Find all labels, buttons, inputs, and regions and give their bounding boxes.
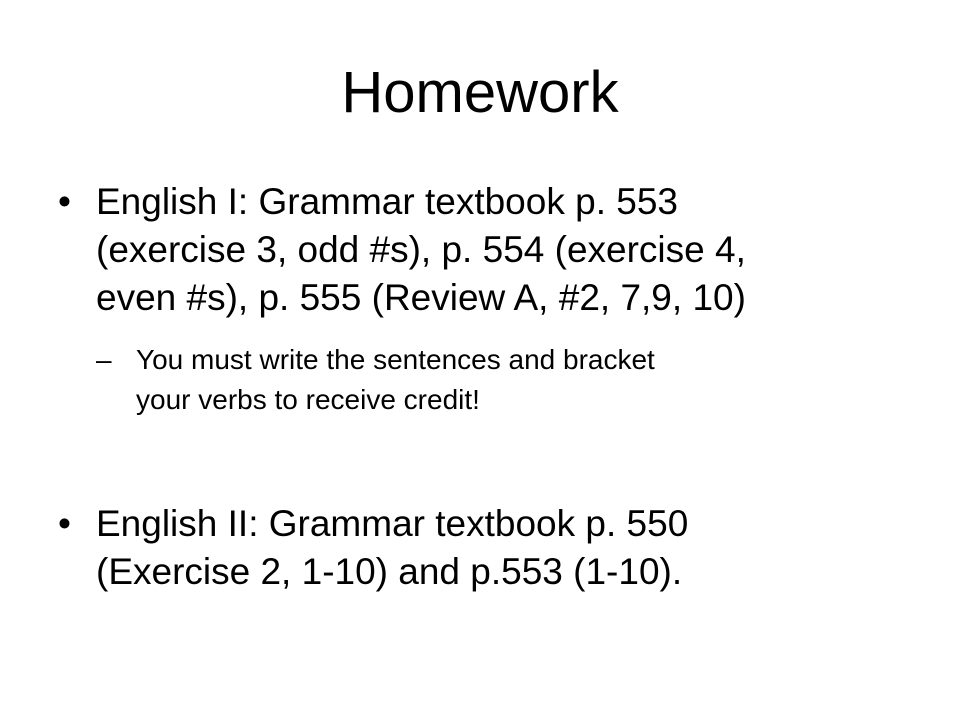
slide-title: Homework bbox=[341, 60, 619, 125]
sub-bullet-text: You must write the sentences and bracket your verbs to receive credit! bbox=[136, 344, 655, 415]
bullet-text-english-2: English II: Grammar textbook p. 550 (Exercise 2, 1-10) and p.553 (1-10). bbox=[96, 503, 689, 592]
bullet-english-1 bbox=[58, 178, 858, 328]
bullet-english-2 bbox=[58, 500, 858, 600]
bullet-text-english-1: English I: Grammar textbook p. 553 (exercise 3, odd #s), p. 554 (exercise 4, even #s), p. 555 (Review A, #2, 7,9, 10) bbox=[96, 181, 746, 318]
bullet-marker: • bbox=[58, 503, 71, 544]
sub-bullet-marker: – bbox=[96, 344, 112, 375]
bullet-marker: • bbox=[58, 181, 71, 222]
